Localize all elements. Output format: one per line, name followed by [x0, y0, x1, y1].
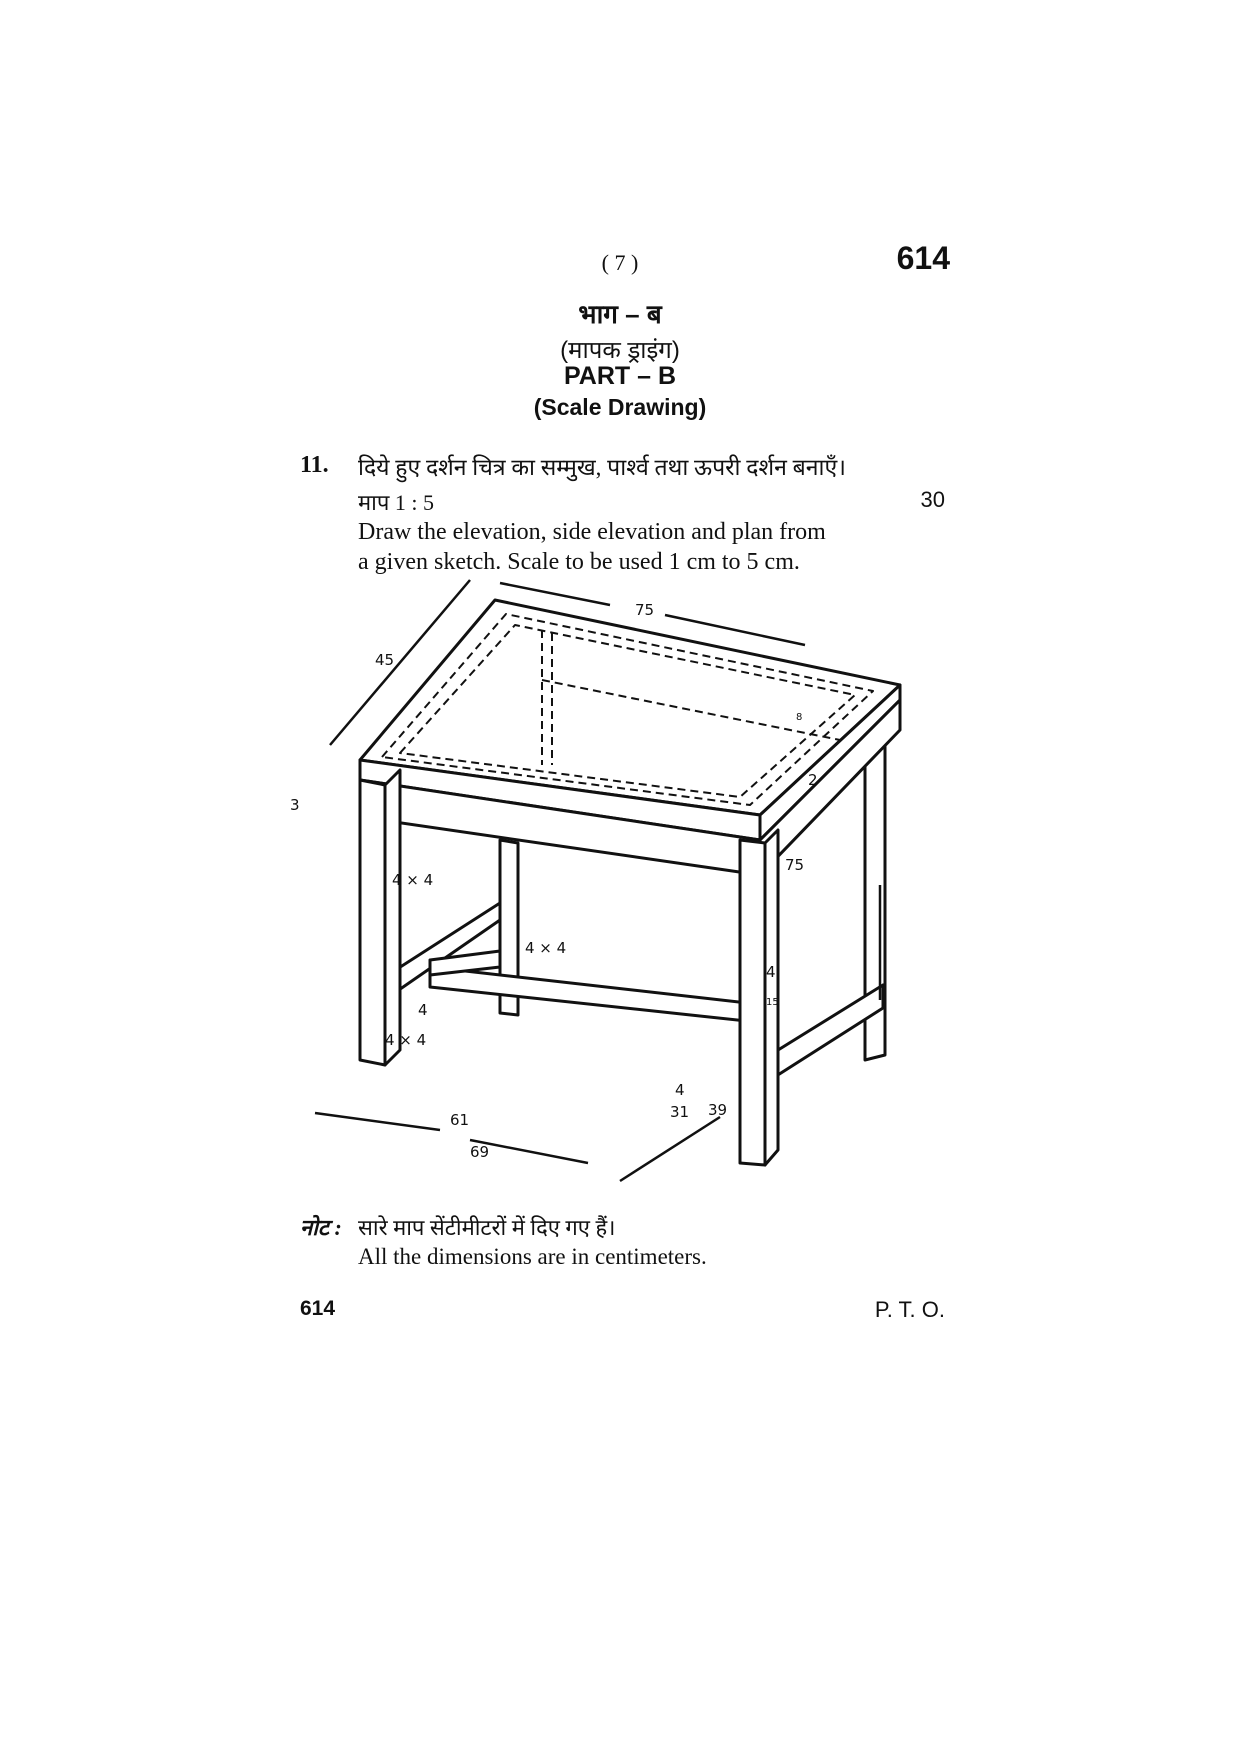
note-text-hindi: सारे माप सेंटीमीटरों में दिए गए हैं। — [358, 1215, 616, 1240]
note-text: All the dimensions are in centimeters. — [358, 1244, 707, 1269]
dim-label-side-outer: 39 — [708, 1101, 728, 1119]
dim-line-length — [500, 583, 610, 605]
dim-label-height: 75 — [785, 856, 805, 874]
front-left-leg — [360, 780, 385, 1065]
section-subtitle: (Scale Drawing) — [533, 394, 707, 420]
section-subtitle-hindi: (मापक ड्राइंग) — [560, 337, 680, 364]
table-sketch — [290, 585, 940, 1205]
dim-label-front-outer: 69 — [470, 1143, 490, 1161]
dim-label-rail-inset: 2 — [808, 771, 818, 789]
front-left-leg-side — [385, 770, 400, 1065]
dim-line-front-inner — [315, 1113, 440, 1130]
section-title: PART – B — [563, 362, 677, 390]
footer-paper-code: 614 — [300, 1297, 336, 1320]
dim-label-leg-section: 4 × 4 — [392, 871, 434, 889]
question-text-hindi: दिये हुए दर्शन चित्र का सम्मुख, पार्श्व तथा ऊपरी दर्शन बनाएँ। — [358, 455, 846, 480]
question-text-line-1: Draw the elevation, side elevation and plan from — [358, 519, 826, 545]
dim-label-small-bottom: 15 — [766, 997, 779, 1008]
scale-hindi: माप 1 : 5 — [358, 490, 434, 515]
middle-stretcher — [430, 967, 765, 1023]
question-marks: 30 — [920, 487, 945, 512]
dim-label-length: 75 — [635, 601, 655, 619]
note-label: नोट : — [300, 1215, 342, 1240]
question-text-line-2: a given sketch. Scale to be used 1 cm to 5 cm. — [358, 549, 800, 575]
dim-label-top-thickness: 3 — [290, 796, 300, 814]
page-number: ( 7 ) — [601, 250, 639, 275]
please-turn-over: P. T. O. — [874, 1297, 945, 1322]
dim-label-stretcher-thickness-side: 4 — [675, 1081, 685, 1099]
dim-label-side-inner: 31 — [670, 1103, 690, 1121]
dim-label-leg-section-front: 4 × 4 — [385, 1031, 427, 1049]
dim-label-stretcher-section: 4 × 4 — [525, 939, 567, 957]
dim-line-side — [620, 1117, 720, 1181]
dim-label-width: 45 — [375, 651, 395, 669]
dim-label-small-top: 8 — [796, 712, 803, 723]
dim-label-stretcher-height-side: 4 — [766, 963, 776, 981]
paper-code: 614 — [896, 240, 950, 276]
question-number: 11. — [300, 452, 329, 478]
section-title-hindi: भाग – ब — [578, 299, 662, 329]
dim-label-stretcher-thickness: 4 — [418, 1001, 428, 1019]
front-right-leg — [740, 840, 765, 1165]
dim-label-front-inner: 61 — [450, 1111, 470, 1129]
